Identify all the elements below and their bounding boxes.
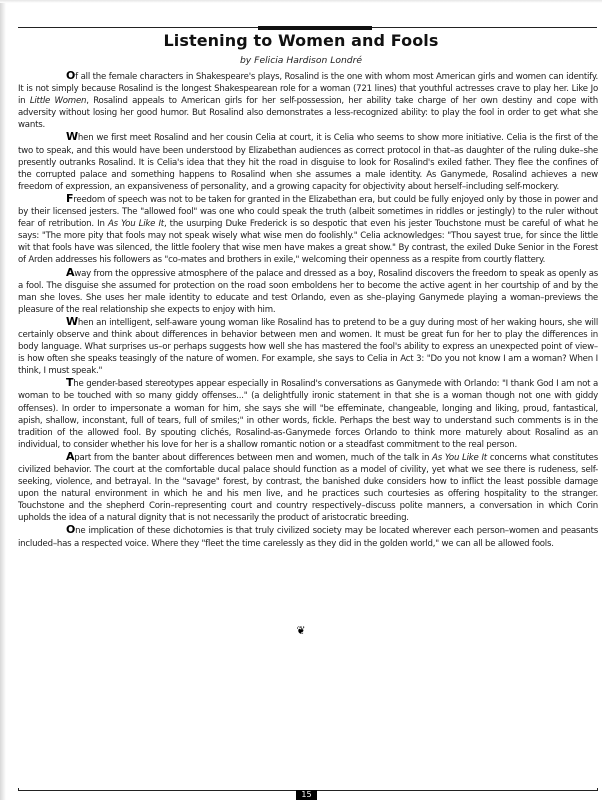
drop-cap: T bbox=[66, 376, 74, 390]
article-byline: by Felicia Hardison Londré bbox=[239, 55, 363, 66]
article-paragraph bbox=[18, 377, 598, 451]
paragraph-text: hen an intelligent, self-aware young woman like Rosalind has to pretend to be a guy during most of her waking hours, she will certainly observe and think about differences in behavior between men and women. It must be great fun for her to play the differences in body language. What surprises us–or perhaps suggests how well she has mastered the fool's ability to express an unexpected point of view–is how often she speaks teasingly of the nature of women. For example, she says to Celia in Act 3: "Do you not know I am a woman? When I think, I must speak." bbox=[18, 317, 598, 377]
header-rule-accent-bar bbox=[258, 26, 372, 30]
paragraph-text: he gender-based stereotypes appear especially in Rosalind's conversations as Ganymede with Orlando: "I thank God I am not a woman to be touched with so many giddy offenses..." (a delightfully ironic statement in that she is a woman though not one with giddy offenses). In order to impersonate a woman for him, she says she will "be effeminate, changeable, longing and liking, proud, fantastical, apish, shallow, inconstant, full of tears, full of smiles;" in other words, fickle. Perhaps the best way to understand such comments is in the tradition of the allowed fool. By spouting clichés, Rosalind-as-Ganymede forces Orlando to think more maturely about Rosalind as an individual, to consider whether his love for her is a shallow romantic notion or a steadfast commitment to the real person. bbox=[18, 379, 598, 450]
drop-cap: F bbox=[66, 191, 74, 205]
article-paragraph bbox=[18, 316, 598, 377]
page-top-shadow bbox=[0, 0, 602, 3]
paragraph-text: hen we first meet Rosalind and her cousin Celia at court, it is Celia who seems to show more initiative. Celia is the first of the two to speak, and this would have been understood by Elizabethan audiences as correct protocol in that–as daughter of the ruling duke–she presently outranks Rosalind. It is Celia's idea that they hit the road in disguise to look for Rosalind's exiled father. They flee the confines of the corrupted palace and something happens to Rosalind when she assumes a male identity. As Ganymede, Rosalind achieves a new freedom of expression, an expansiveness of personality, and a growing capacity for objectivity about herself–including self-mockery. bbox=[18, 133, 598, 192]
article-paragraph bbox=[18, 193, 598, 267]
paragraph-text: , Rosalind appeals to American girls for her self-possession, her ability take charge of her own destiny and cope with adversity without losing her good humor. But Rosalind also demonstrates a less-recognized ability: to play the fool in order to get what she wants. bbox=[18, 96, 598, 131]
page-edge-shadow bbox=[0, 0, 6, 800]
paragraph-text: , the usurping Duke Frederick is so despotic that even his jester Touchstone must be careful of what he says: "The more pity that fools may not speak wisely what wise men do foolishly." Celia acknowledges: "Thou sayest true, for since the little wit that fools have was silenced, the little foolery that wise men have makes a great show." By contrast, the exiled Duke Senior in the Forest of Arden addresses his followers as "co-mates and brothers in exile," welcoming their openness as a respite from courtly flattery. bbox=[18, 219, 599, 266]
drop-cap: A bbox=[66, 449, 75, 463]
footer-rule-left-tick bbox=[18, 788, 19, 791]
article-title: Listening to Women and Fools bbox=[163, 31, 439, 50]
italic-title-text: Little Women bbox=[29, 96, 87, 107]
end-ornament-icon: ❦ bbox=[296, 624, 306, 637]
drop-cap: O bbox=[66, 69, 76, 82]
article-paragraph bbox=[18, 70, 598, 131]
paragraph-text: reedom of speech was not to be taken for granted in the Elizabethan era, but could be fully enjoyed only by those in power and by their licensed jesters. The "allowed fool" was one who could speak the truth (albeit sometimes in riddles or jestingly) to the ruler without fear of retribution. In bbox=[18, 194, 598, 230]
italic-title-text: As You Like It bbox=[432, 452, 487, 463]
footer-rule-right-tick bbox=[597, 788, 598, 791]
article-paragraph bbox=[18, 451, 598, 525]
paragraph-text: f all the female characters in Shakespeare's plays, Rosalind is the one with whom most American girls and women can identify. It is not simply because Rosalind is the longest Shakespearean role for a woman (721 lines) that youthful actresses crave to play her. Like Jo in bbox=[18, 72, 598, 107]
article-paragraph bbox=[18, 267, 598, 316]
article-paragraph bbox=[18, 524, 598, 549]
page-number: 15 bbox=[296, 790, 317, 800]
article-body bbox=[18, 70, 598, 550]
drop-cap: W bbox=[66, 130, 78, 144]
paragraph-text: part from the banter about differences between men and women, much of the talk in bbox=[74, 452, 433, 463]
paragraph-text: concerns what constitutes civilized behavior. The court at the comfortable ducal palace should function as a model of civility, yet what we see there is rudeness, self-seeking, violence, and betrayal. In the "savage" forest, by contrast, the banished duke considers how to inflict the least possible damage upon the natural environment in which he and his men live, and he practices such courtesies as offering hospitality to the stranger. Touchstone and the shepherd Corin–representing court and country respectively–discuss polite manners, a conversation in which Corin upholds the idea of a natural dignity that is not necessarily the product of aristocratic breeding. bbox=[18, 452, 598, 524]
article-paragraph bbox=[18, 131, 598, 192]
paragraph-text: way from the oppressive atmosphere of the palace and dressed as a boy, Rosalind discovers the freedom to speak as openly as a fool. The disguise she assumed for protection on the road soon emboldens her to become the active agent in her courtship of and by the man she loves. She uses her male identity to educate and test Orlando, even as she–playing Ganymede playing a woman–previews the pleasure of the real relationship she expects to enjoy with him. bbox=[18, 268, 599, 315]
paragraph-text: ne implication of these dichotomies is that truly civilized society may be located wherever each person–women and peasants included–has a respected voice. Where they "fleet the time carelessly as they did in the golden world," we can all be allowed fools. bbox=[18, 526, 598, 549]
italic-title-text: As You Like It bbox=[107, 219, 164, 230]
drop-cap: O bbox=[66, 523, 76, 537]
drop-cap: A bbox=[66, 265, 75, 279]
drop-cap: W bbox=[66, 314, 78, 328]
